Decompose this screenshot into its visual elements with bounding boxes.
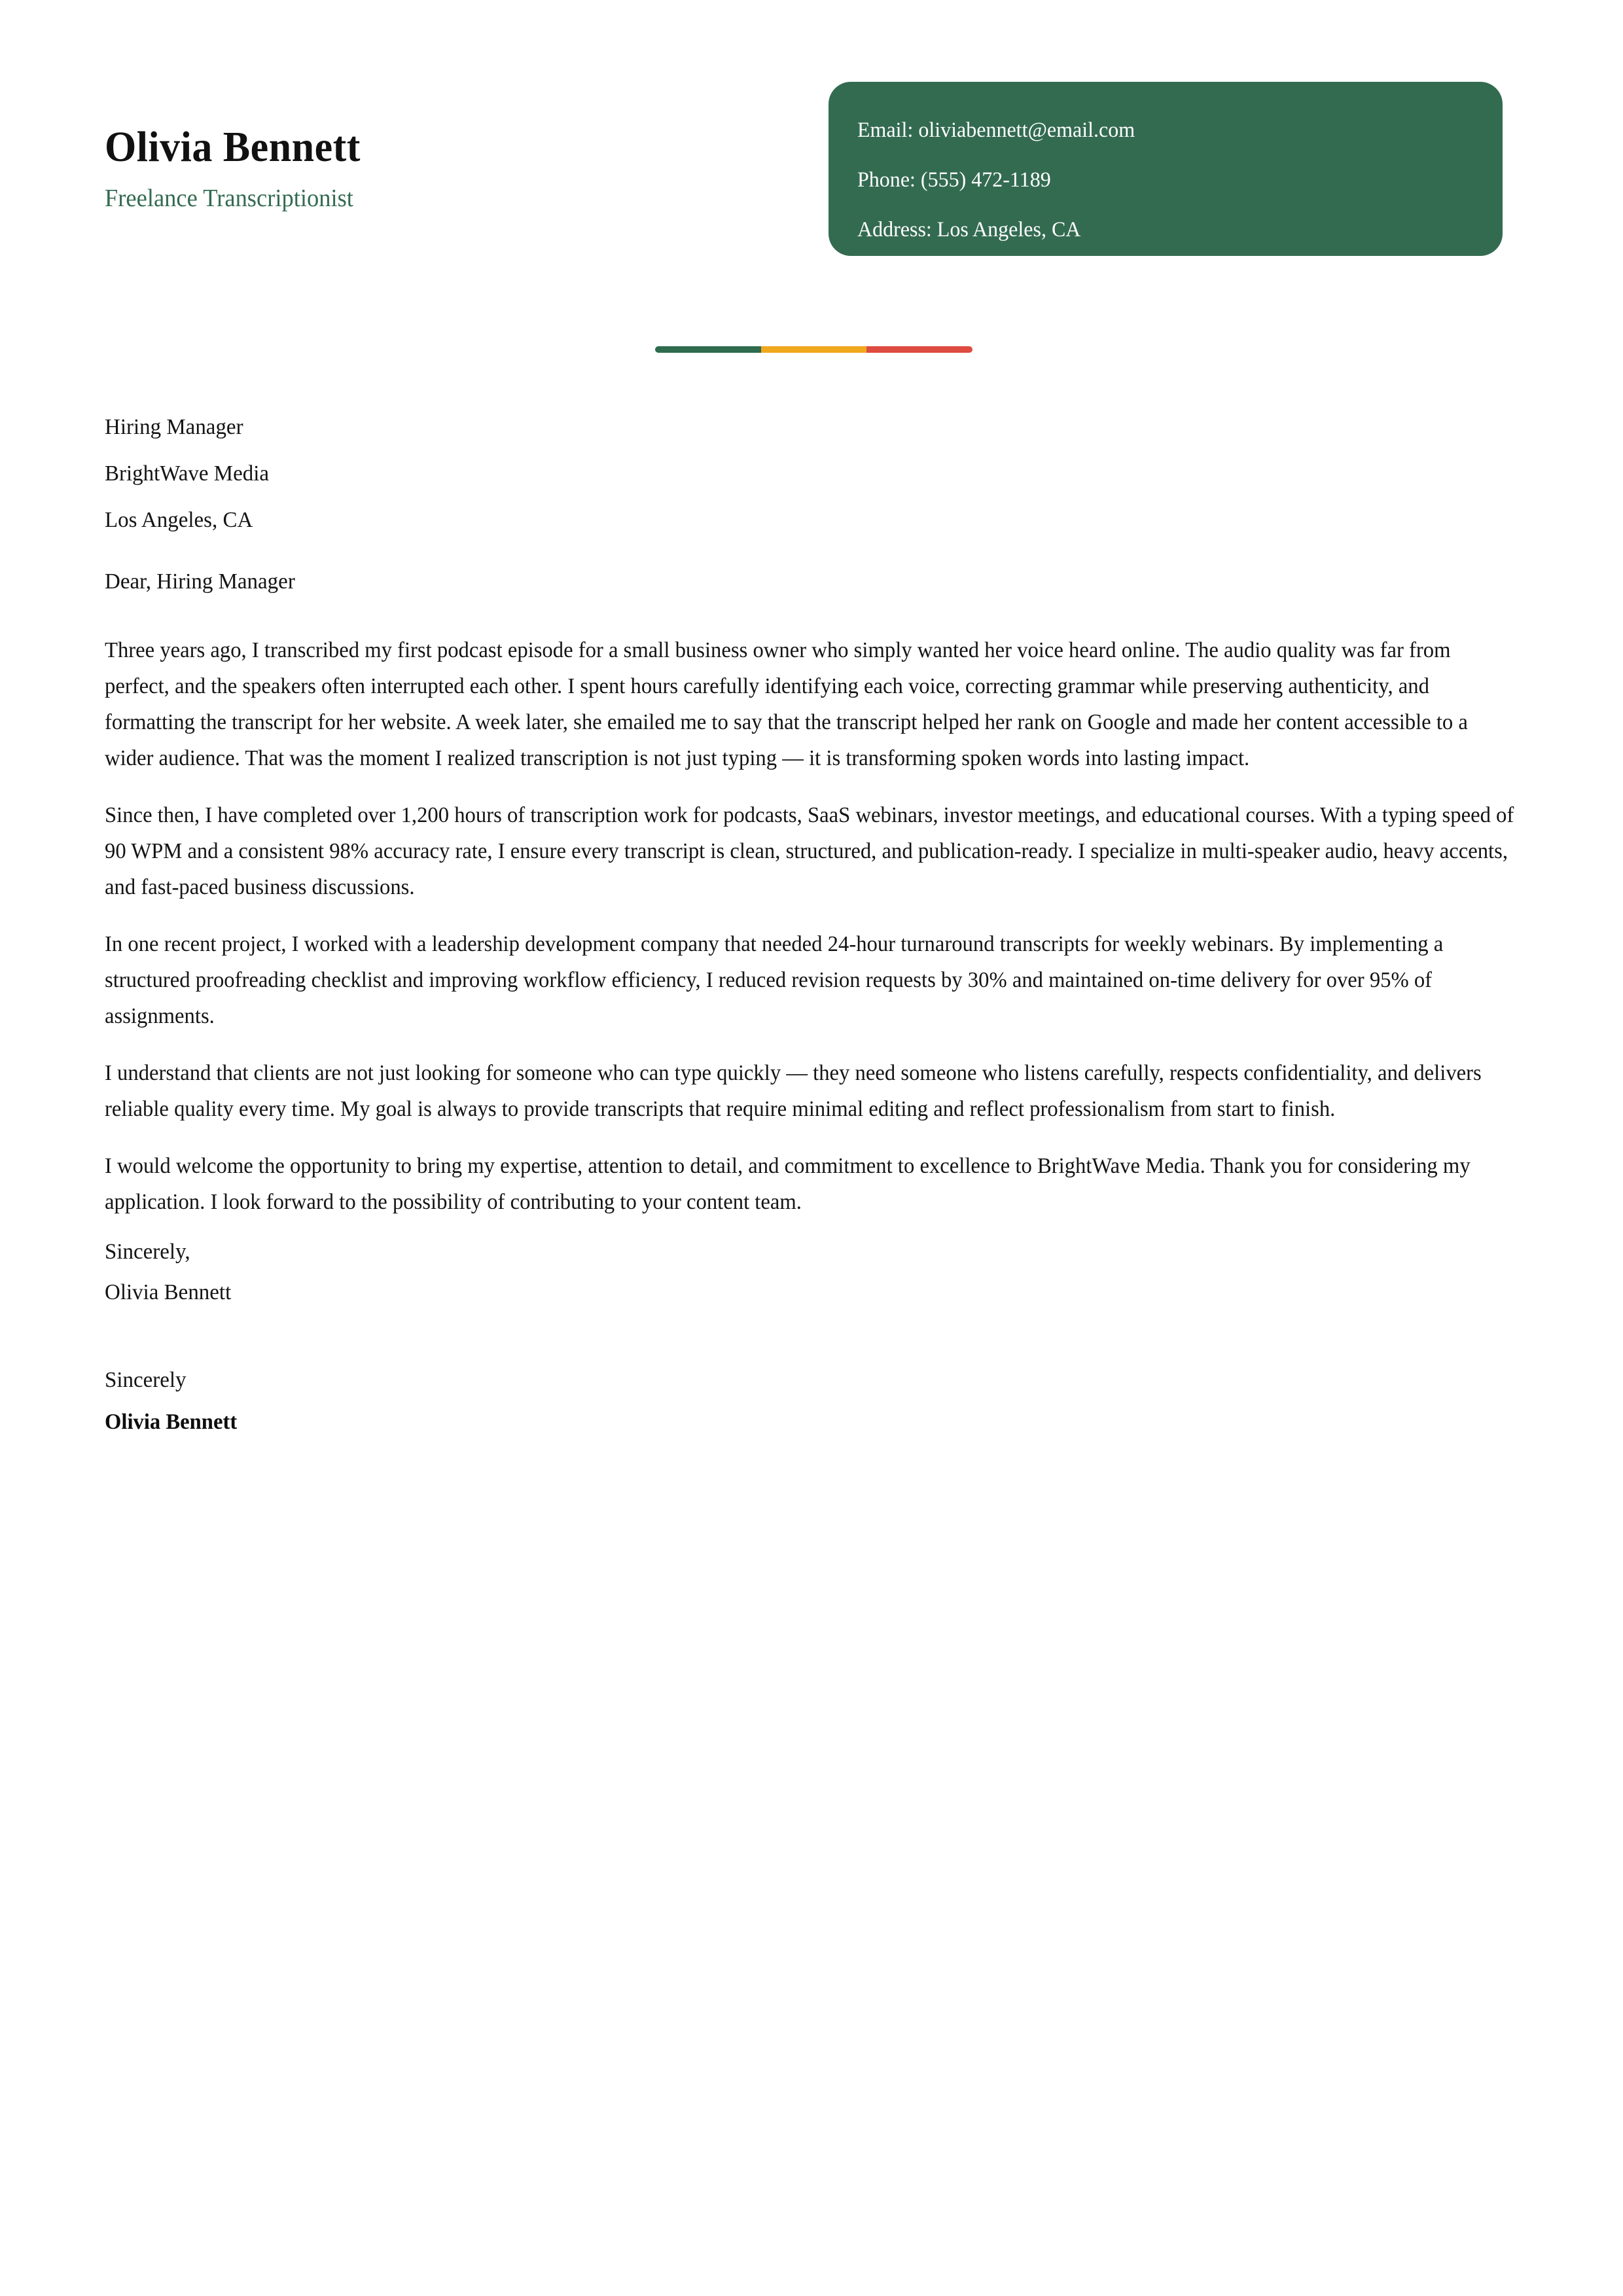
recipient-line: Hiring Manager xyxy=(105,415,243,439)
signature-closing: Sincerely xyxy=(105,1368,187,1392)
accent-segment-green xyxy=(655,346,761,353)
signature-block xyxy=(105,1369,1518,1433)
letter-paragraph: In one recent project, I worked with a leadership development company that needed 24-hour turnaround transcripts for weekly webinars. By implementing a structured proofreading checklist and improving workflow efficiency, I reduced revision requests by 30% and maintained on-time delivery for over 95% of assignments. xyxy=(105,932,1444,1028)
contact-email: Email: oliviabennett@email.com xyxy=(857,118,1135,142)
recipient-line: BrightWave Media xyxy=(105,461,270,486)
signoff-closing: Sincerely, xyxy=(105,1240,190,1264)
letter-paragraph: I would welcome the opportunity to bring my expertise, attention to detail, and commitment to excellence to BrightWave Media. Thank you for considering my application. I look forward to the possibility of contributing to your content team. xyxy=(105,1154,1471,1214)
applicant-job-title: Freelance Transcriptionist xyxy=(105,185,353,213)
contact-info-card xyxy=(829,82,1503,256)
signoff-block xyxy=(105,1241,1518,1304)
recipient-line: Los Angeles, CA xyxy=(105,508,253,532)
letter-paragraph: Three years ago, I transcribed my first podcast episode for a small business owner who simply wanted her voice heard online. The audio quality was far from perfect, and the speakers often interrupted each other. I spent hours carefully identifying each voice, correcting grammar while preserving authenticity, and formatting the transcript for her website. A week later, she emailed me to say that the transcript helped her rank on Google and made her content accessible to a wider audience. That was the moment I realized transcription is not just typing — it is transforming spoken words into lasting impact. xyxy=(105,638,1468,770)
recipient-block xyxy=(105,416,1518,531)
letter-paragraph: Since then, I have completed over 1,200 hours of transcription work for podcasts, SaaS webinars, investor meetings, and educational courses. With a typing speed of 90 WPM and a consistent 98% accuracy rate, I ensure every transcript is clean, structured, and publication-ready. I specialize in multi-speaker audio, heavy accents, and fast-paced business discussions. xyxy=(105,803,1514,899)
letter-header xyxy=(0,0,1623,308)
salutation: Dear, Hiring Manager xyxy=(105,569,295,594)
accent-divider-bar xyxy=(655,346,972,353)
accent-segment-orange xyxy=(761,346,867,353)
accent-segment-red xyxy=(866,346,972,353)
applicant-name: Olivia Bennett xyxy=(105,123,361,171)
signoff-name: Olivia Bennett xyxy=(105,1280,232,1304)
contact-phone: Phone: (555) 472-1189 xyxy=(857,168,1051,192)
letter-body xyxy=(105,416,1518,1433)
contact-address: Address: Los Angeles, CA xyxy=(857,218,1081,242)
identity-block xyxy=(105,124,759,214)
letter-paragraph: I understand that clients are not just looking for someone who can type quickly — they need someone who listens carefully, respects confidentiality, and delivers reliable quality every time. My goal is always to provide transcripts that require minimal editing and reflect professionalism from start to finish. xyxy=(105,1061,1482,1121)
signature-name: Olivia Bennett xyxy=(105,1410,238,1434)
